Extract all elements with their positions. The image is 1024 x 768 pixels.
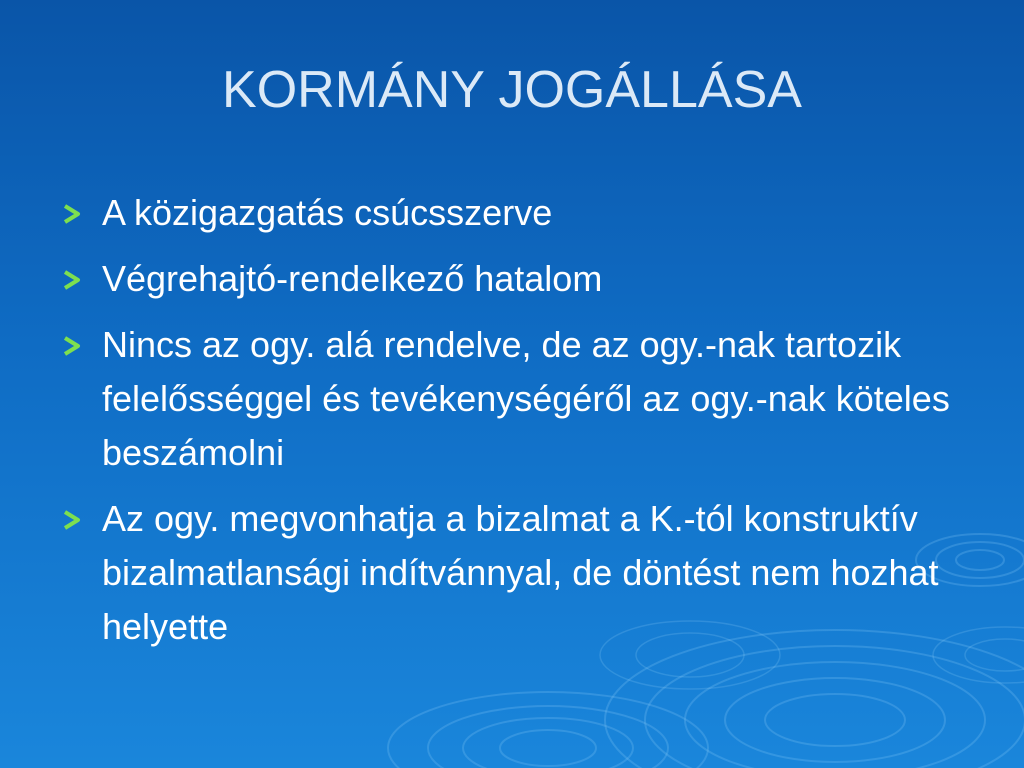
bullet-item [62, 492, 982, 654]
chevron-right-icon [62, 269, 84, 291]
bullet-text: Nincs az ogy. alá rendelve, de az ogy.-nak tartozik felelősséggel és tevékenységéről az ogy.-nak köteles beszámolni [102, 324, 950, 473]
chevron-right-icon [62, 509, 84, 531]
slide-title: KORMÁNY JOGÁLLÁSA [222, 61, 802, 119]
chevron-right-icon [62, 335, 84, 357]
bullet-text: Az ogy. megvonhatja a bizalmat a K.-tól konstruktív bizalmatlansági indítvánnyal, de döntést nem hozhat helyette [102, 498, 939, 647]
bullet-item [62, 318, 982, 480]
bullet-text: Végrehajtó-rendelkező hatalom [102, 258, 603, 299]
bullet-text: A közigazgatás csúcsszerve [102, 192, 553, 233]
bullet-item [62, 186, 982, 240]
bullet-item [62, 252, 982, 306]
chevron-right-icon [62, 203, 84, 225]
bullet-list [62, 186, 982, 666]
